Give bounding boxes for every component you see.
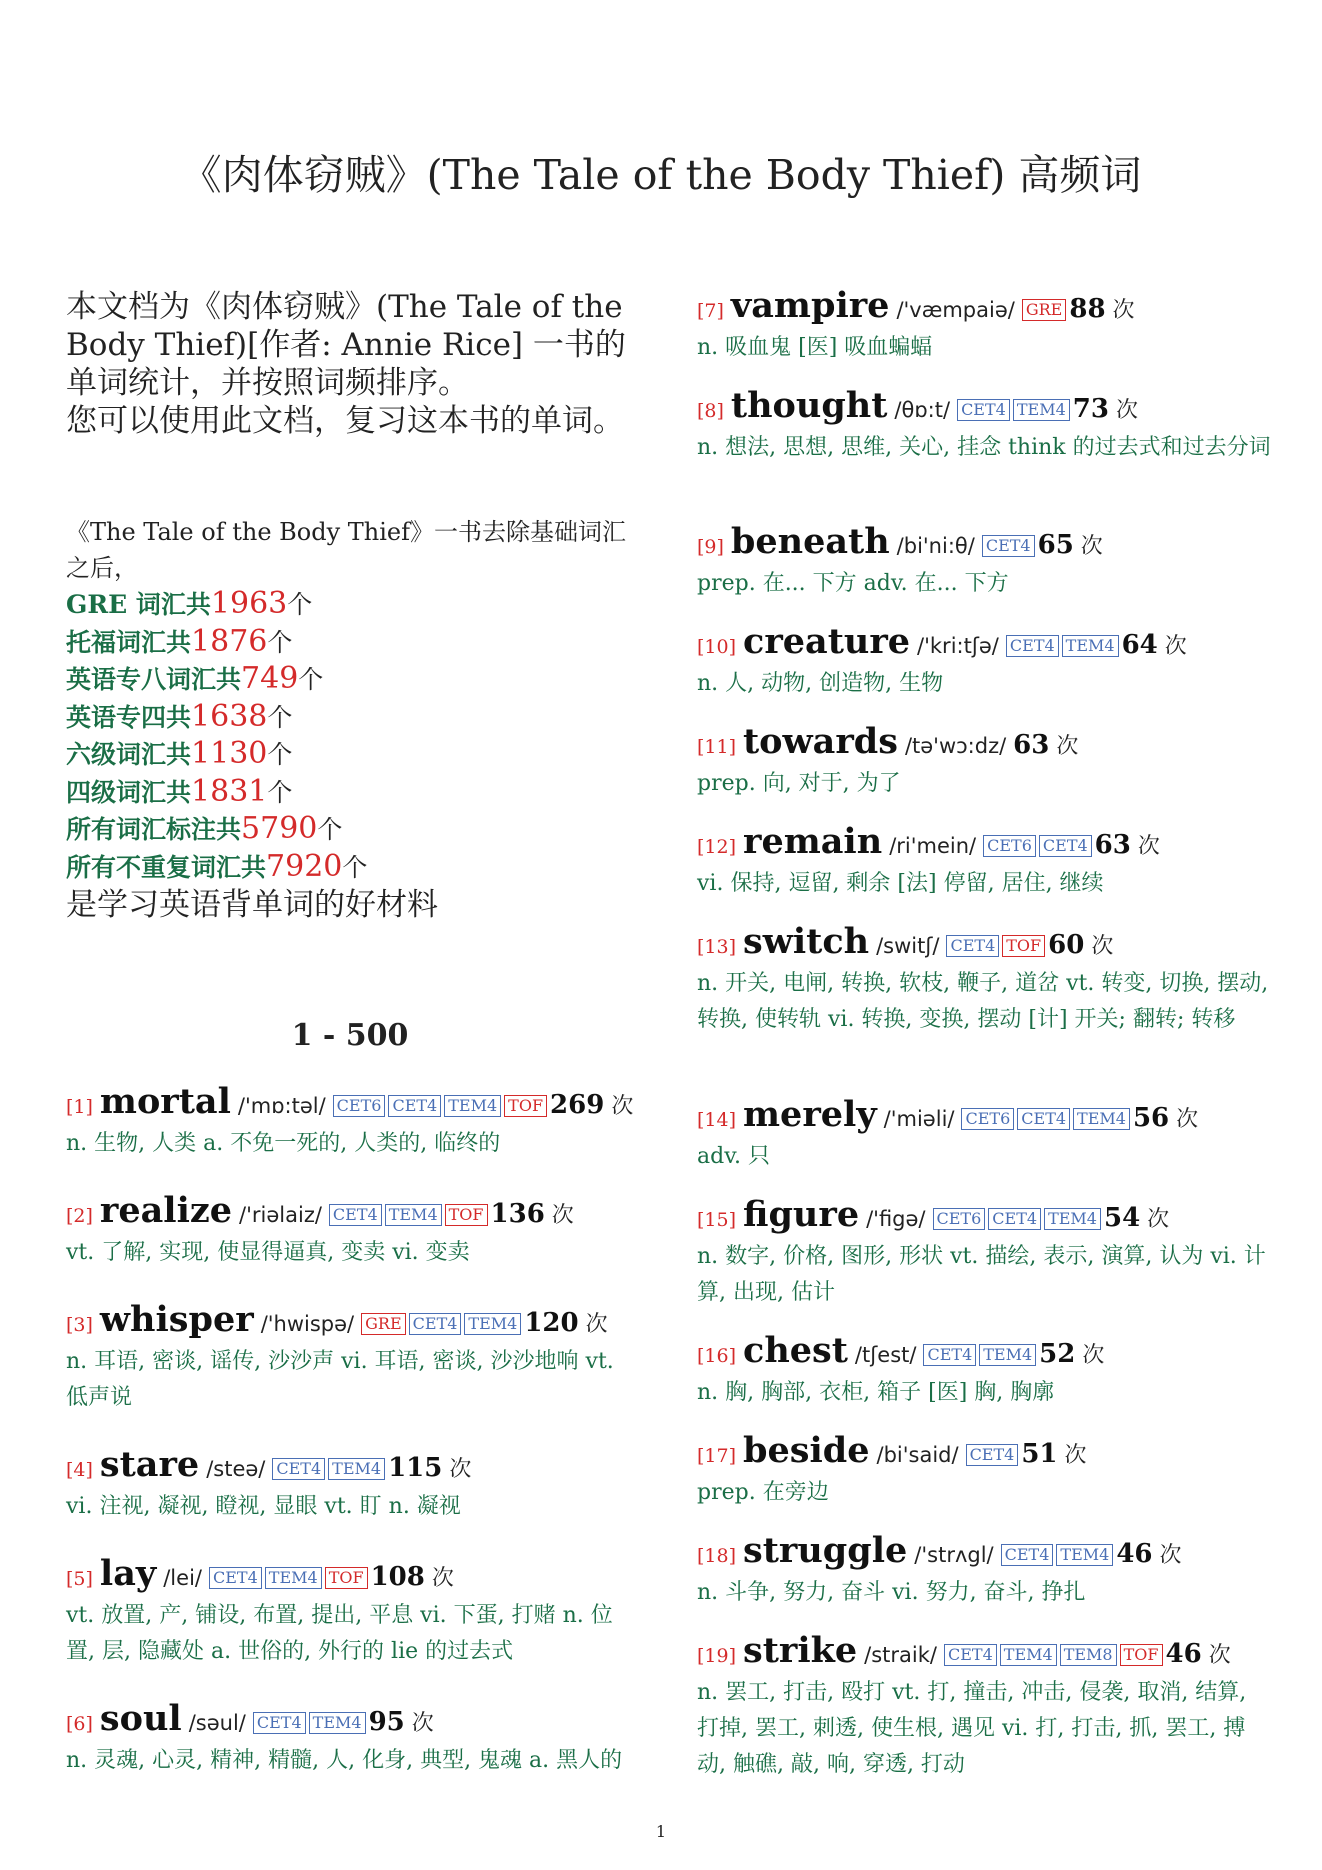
- range-heading: 1 - 500: [291, 1018, 409, 1053]
- entry-count: 63: [1094, 830, 1131, 860]
- exam-tag: CET4: [329, 1204, 382, 1226]
- times-label: 次: [1159, 1543, 1182, 1568]
- exam-tag: CET4: [988, 1208, 1041, 1230]
- entry-phonetic: /'kri:tʃə/: [917, 634, 999, 658]
- exam-tag: TEM4: [385, 1204, 442, 1226]
- vocabulary-stats: [66, 514, 634, 924]
- exam-tag: CET4: [1001, 1544, 1054, 1566]
- times-label: 次: [1082, 1343, 1105, 1368]
- exam-tag: CET4: [253, 1712, 306, 1734]
- page-number: 1: [655, 1822, 667, 1841]
- entry-count: 136: [490, 1199, 545, 1229]
- entry-phonetic: /θɒ:t/: [894, 398, 951, 422]
- entry-count: 115: [388, 1453, 443, 1483]
- exam-tag: TEM4: [464, 1313, 521, 1335]
- exam-tag: CET4: [272, 1458, 325, 1480]
- entry-count: 120: [524, 1308, 579, 1338]
- entry-phonetic: /lei/: [163, 1566, 202, 1590]
- stat-cet6: 六级词汇共1130个: [66, 736, 293, 771]
- entry-phonetic: /bi'ni:θ/: [896, 534, 975, 558]
- entry-phonetic: /'væmpaiə/: [896, 298, 1015, 322]
- exam-tag: TOF: [325, 1567, 368, 1589]
- exam-tag: CET4: [957, 399, 1010, 421]
- times-label: 次: [431, 1566, 454, 1591]
- entry-definition: n. 吸血鬼 [医] 吸血蝙蝠: [697, 335, 933, 360]
- entry-word: switch: [743, 921, 870, 962]
- entry-definition: vt. 放置, 产, 铺设, 布置, 提出, 平息 vi. 下蛋, 打赌 n. 位置, 层, 隐藏处 a. 世俗的, 外行的 lie 的过去式: [66, 1603, 613, 1664]
- entry-phonetic: /switʃ/: [876, 934, 940, 958]
- entry-index: [16]: [697, 1345, 737, 1367]
- entry-index: [6]: [66, 1713, 93, 1735]
- entry-word: stare: [99, 1444, 200, 1485]
- times-label: 次: [1164, 634, 1187, 659]
- entry-head: [697, 287, 1272, 330]
- entry-index: [5]: [66, 1568, 93, 1590]
- exam-tag: TEM4: [1056, 1544, 1113, 1566]
- entry-phonetic: /ri'mein/: [889, 834, 977, 858]
- entry-word: strike: [743, 1630, 858, 1671]
- exam-tag: CET4: [966, 1444, 1019, 1466]
- entry-definition: n. 耳语, 密谈, 谣传, 沙沙声 vi. 耳语, 密谈, 沙沙地响 vt. 低声说: [66, 1349, 614, 1410]
- exam-tag: CET4: [1017, 1108, 1070, 1130]
- entry-index: [19]: [697, 1645, 737, 1667]
- entry-count: 52: [1039, 1339, 1076, 1369]
- exam-tag: CET4: [1006, 635, 1059, 657]
- entry-definition: n. 人, 动物, 创造物, 生物: [697, 671, 944, 696]
- entry-definition: n. 胸, 胸部, 衣柜, 箱子 [医] 胸, 胸廓: [697, 1380, 1055, 1405]
- entry-count: 65: [1037, 530, 1074, 560]
- times-label: 次: [1147, 1207, 1170, 1232]
- entry-head: [697, 1532, 1272, 1575]
- entry-count: 51: [1021, 1439, 1058, 1469]
- times-label: 次: [411, 1711, 434, 1736]
- entry-index: [2]: [66, 1205, 93, 1227]
- word-entry: [697, 923, 1272, 1038]
- entry-head: [697, 523, 1272, 566]
- times-label: 次: [1115, 398, 1138, 423]
- entry-count: 46: [1165, 1639, 1202, 1669]
- entry-index: [3]: [66, 1314, 93, 1336]
- entry-word: towards: [743, 721, 898, 762]
- entry-word: vampire: [730, 285, 890, 326]
- stat-tem4: 英语专四共1638个: [66, 698, 293, 734]
- entry-count: 108: [370, 1562, 425, 1592]
- entry-index: [9]: [697, 536, 724, 558]
- entry-word: creature: [743, 621, 911, 662]
- entry-phonetic: /tə'wɔ:dz/: [904, 734, 1007, 758]
- entry-word: realize: [99, 1190, 233, 1231]
- word-entry: [697, 523, 1272, 602]
- times-label: 次: [1112, 298, 1135, 323]
- exam-tag: TEM4: [979, 1344, 1036, 1366]
- times-label: 次: [551, 1203, 574, 1228]
- exam-tag: CET4: [1039, 835, 1092, 857]
- entry-word: thought: [730, 385, 888, 426]
- entry-index: [8]: [697, 400, 724, 422]
- word-entry: [66, 1192, 634, 1271]
- entry-index: [15]: [697, 1209, 737, 1231]
- word-entry: [66, 1301, 634, 1416]
- exam-tag: CET4: [209, 1567, 262, 1589]
- entry-index: [11]: [697, 736, 737, 758]
- exam-tag: CET4: [944, 1644, 997, 1666]
- entry-definition: vi. 注视, 凝视, 瞪视, 显眼 vt. 盯 n. 凝视: [66, 1494, 461, 1519]
- entry-count: 63: [1013, 730, 1050, 760]
- times-label: 次: [1176, 1107, 1199, 1132]
- entry-phonetic: /steə/: [206, 1457, 266, 1481]
- entry-word: lay: [99, 1553, 157, 1594]
- entry-head: [697, 1632, 1272, 1675]
- exam-tag: TEM4: [309, 1712, 366, 1734]
- exam-tag: GRE: [361, 1313, 406, 1335]
- exam-tag: TEM4: [1062, 635, 1119, 657]
- times-label: 次: [1208, 1643, 1231, 1668]
- entry-head: [697, 1096, 1272, 1139]
- entry-word: soul: [99, 1698, 182, 1739]
- stat-all-unique: 所有不重复词汇共7920个: [66, 848, 368, 884]
- entry-definition: vt. 了解, 实现, 使显得逼真, 变卖 vi. 变卖: [66, 1240, 470, 1265]
- word-entry: [66, 1555, 634, 1670]
- entry-index: [18]: [697, 1545, 737, 1567]
- word-entry: [66, 1083, 634, 1162]
- entry-definition: n. 生物, 人类 a. 不免一死的, 人类的, 临终的: [66, 1131, 501, 1156]
- entry-definition: n. 斗争, 努力, 奋斗 vi. 努力, 奋斗, 挣扎: [697, 1580, 1086, 1605]
- times-label: 次: [449, 1457, 472, 1482]
- exam-tag: CET6: [983, 835, 1036, 857]
- entry-count: 73: [1072, 394, 1109, 424]
- exam-tag: TEM8: [1060, 1644, 1117, 1666]
- entry-index: [17]: [697, 1445, 737, 1467]
- exam-tag: TOF: [1120, 1644, 1163, 1666]
- times-label: 次: [1064, 1443, 1087, 1468]
- entry-word: chest: [743, 1330, 848, 1371]
- entry-word: whisper: [99, 1299, 254, 1340]
- times-label: 次: [1080, 534, 1103, 559]
- word-entry: [697, 1096, 1272, 1175]
- entry-definition: prep. 在... 下方 adv. 在... 下方: [697, 571, 1009, 596]
- entry-word: remain: [743, 821, 883, 862]
- entry-definition: n. 罢工, 打击, 殴打 vt. 打, 撞击, 冲击, 侵袭, 取消, 结算, 打掉, 罢工, 刺透, 使生根, 遇见 vi. 打, 打击, 抓, 罢工, 搏动, 触礁, 敲, 响, 穿透, 打动: [697, 1680, 1247, 1777]
- exam-tag: CET4: [946, 935, 999, 957]
- exam-tag: TEM4: [444, 1095, 501, 1117]
- exam-tag: TEM4: [1044, 1208, 1101, 1230]
- entry-word: beside: [743, 1430, 870, 1471]
- entry-phonetic: /'hwispə/: [260, 1312, 355, 1336]
- word-entry: [697, 287, 1272, 366]
- exam-tag: TEM4: [1000, 1644, 1057, 1666]
- entry-head: [697, 387, 1272, 430]
- word-entry: [697, 723, 1272, 802]
- entry-phonetic: /'riəlaiz/: [239, 1203, 322, 1227]
- entry-phonetic: /bi'said/: [876, 1443, 959, 1467]
- entry-index: [13]: [697, 936, 737, 958]
- entry-head: [697, 823, 1272, 866]
- entry-phonetic: /straik/: [864, 1643, 937, 1667]
- entry-head: [697, 623, 1272, 666]
- exam-tag: CET6: [961, 1108, 1014, 1130]
- entry-head: [66, 1301, 634, 1344]
- entry-definition: adv. 只: [697, 1144, 771, 1169]
- entry-head: [697, 1196, 1272, 1239]
- entry-definition: n. 想法, 思想, 思维, 关心, 挂念 think 的过去式和过去分词: [697, 435, 1271, 460]
- entry-index: [12]: [697, 836, 737, 858]
- entry-head: [66, 1555, 634, 1598]
- entry-index: [14]: [697, 1109, 737, 1131]
- entry-head: [697, 723, 1272, 766]
- entry-head: [66, 1083, 634, 1126]
- intro-text: [66, 288, 634, 440]
- intro-line-1: 本文档为《肉体窃贼》(The Tale of the Body Thief)[作者: Annie Rice] 一书的单词统计，并按照词频排序。: [66, 289, 626, 401]
- entry-head: [697, 1332, 1272, 1375]
- times-label: 次: [611, 1094, 634, 1119]
- document-title: 《肉体窃贼》(The Tale of the Body Thief) 高频词: [180, 151, 1142, 199]
- entry-head: [697, 1432, 1272, 1475]
- entry-definition: n. 灵魂, 心灵, 精神, 精髓, 人, 化身, 典型, 鬼魂 a. 黑人的: [66, 1748, 623, 1773]
- entry-word: figure: [743, 1194, 860, 1235]
- stat-all-tagged: 所有词汇标注共5790个: [66, 811, 343, 846]
- word-entry: [66, 1700, 634, 1779]
- exam-tag: GRE: [1022, 299, 1067, 321]
- word-entry: [697, 1632, 1272, 1783]
- entry-definition: prep. 在旁边: [697, 1480, 829, 1505]
- entry-head: [66, 1700, 634, 1743]
- entry-count: 60: [1048, 930, 1085, 960]
- times-label: 次: [1056, 734, 1079, 759]
- entry-definition: prep. 向, 对于, 为了: [697, 771, 901, 796]
- exam-tag: CET4: [982, 535, 1035, 557]
- entry-phonetic: /'figə/: [866, 1207, 926, 1231]
- entry-definition: vi. 保持, 逗留, 剩余 [法] 停留, 居住, 继续: [697, 871, 1104, 896]
- entry-word: merely: [743, 1094, 877, 1135]
- exam-tag: TEM4: [328, 1458, 385, 1480]
- entry-phonetic: /tʃest/: [854, 1343, 917, 1367]
- exam-tag: CET4: [388, 1095, 441, 1117]
- times-label: 次: [1137, 834, 1160, 859]
- exam-tag: TOF: [504, 1095, 547, 1117]
- word-entry: [697, 823, 1272, 902]
- entry-phonetic: /'miəli/: [883, 1107, 955, 1131]
- word-entry: [66, 1446, 634, 1525]
- entry-phonetic: /səul/: [188, 1711, 246, 1735]
- entry-head: [66, 1192, 634, 1235]
- entry-phonetic: /'strʌgl/: [914, 1543, 994, 1567]
- times-label: 次: [585, 1312, 608, 1337]
- exam-tag: CET6: [333, 1095, 386, 1117]
- stat-gre: GRE 词汇共1963个: [66, 586, 313, 621]
- entry-definition: n. 数字, 价格, 图形, 形状 vt. 描绘, 表示, 演算, 认为 vi. 计算, 出现, 估计: [697, 1244, 1266, 1305]
- entry-count: 54: [1103, 1203, 1141, 1233]
- entry-word: struggle: [743, 1530, 908, 1571]
- entry-count: 95: [368, 1707, 405, 1737]
- exam-tag: TEM4: [265, 1567, 322, 1589]
- entry-word: mortal: [99, 1081, 231, 1122]
- entry-head: [697, 923, 1272, 966]
- word-entry: [697, 1432, 1272, 1511]
- stat-toefl: 托福词汇共1876个: [66, 623, 293, 659]
- entry-count: 56: [1132, 1103, 1170, 1133]
- stats-footer: 是学习英语背单词的好材料: [66, 887, 438, 923]
- entry-count: 46: [1116, 1539, 1153, 1569]
- exam-tag: TOF: [1002, 935, 1045, 957]
- entry-index: [1]: [66, 1096, 93, 1118]
- entry-phonetic: /'mɒ:təl/: [237, 1094, 326, 1118]
- word-entry: [697, 1332, 1272, 1411]
- entry-count: 88: [1069, 294, 1106, 324]
- entry-head: [66, 1446, 634, 1489]
- entry-index: [10]: [697, 636, 737, 658]
- entry-count: 269: [550, 1090, 605, 1120]
- entry-definition: n. 开关, 电闸, 转换, 软枝, 鞭子, 道岔 vt. 转变, 切换, 摆动, 转换, 使转轨 vi. 转换, 变换, 摆动 [计] 开关; 翻转; 转移: [697, 971, 1269, 1032]
- intro-line-2: 您可以使用此文档，复习这本书的单词。: [66, 403, 624, 439]
- entry-index: [7]: [697, 300, 724, 322]
- times-label: 次: [1091, 934, 1114, 959]
- stat-tem8: 英语专八词汇共749个: [66, 661, 324, 696]
- stat-cet4: 四级词汇共1831个: [66, 773, 293, 809]
- entry-word: beneath: [730, 521, 890, 562]
- exam-tag: CET4: [923, 1344, 976, 1366]
- exam-tag: TEM4: [1073, 1108, 1130, 1130]
- entry-count: 64: [1121, 630, 1158, 660]
- exam-tag: TOF: [445, 1204, 488, 1226]
- exam-tag: CET4: [409, 1313, 462, 1335]
- exam-tag: CET6: [933, 1208, 986, 1230]
- word-entry: [697, 1532, 1272, 1611]
- word-entry: [697, 623, 1272, 702]
- word-entry: [697, 387, 1272, 466]
- stats-heading: 《The Tale of the Body Thief》一书去除基础词汇之后，: [66, 518, 627, 582]
- entry-index: [4]: [66, 1459, 93, 1481]
- exam-tag: TEM4: [1013, 399, 1070, 421]
- word-entry: [697, 1196, 1272, 1311]
